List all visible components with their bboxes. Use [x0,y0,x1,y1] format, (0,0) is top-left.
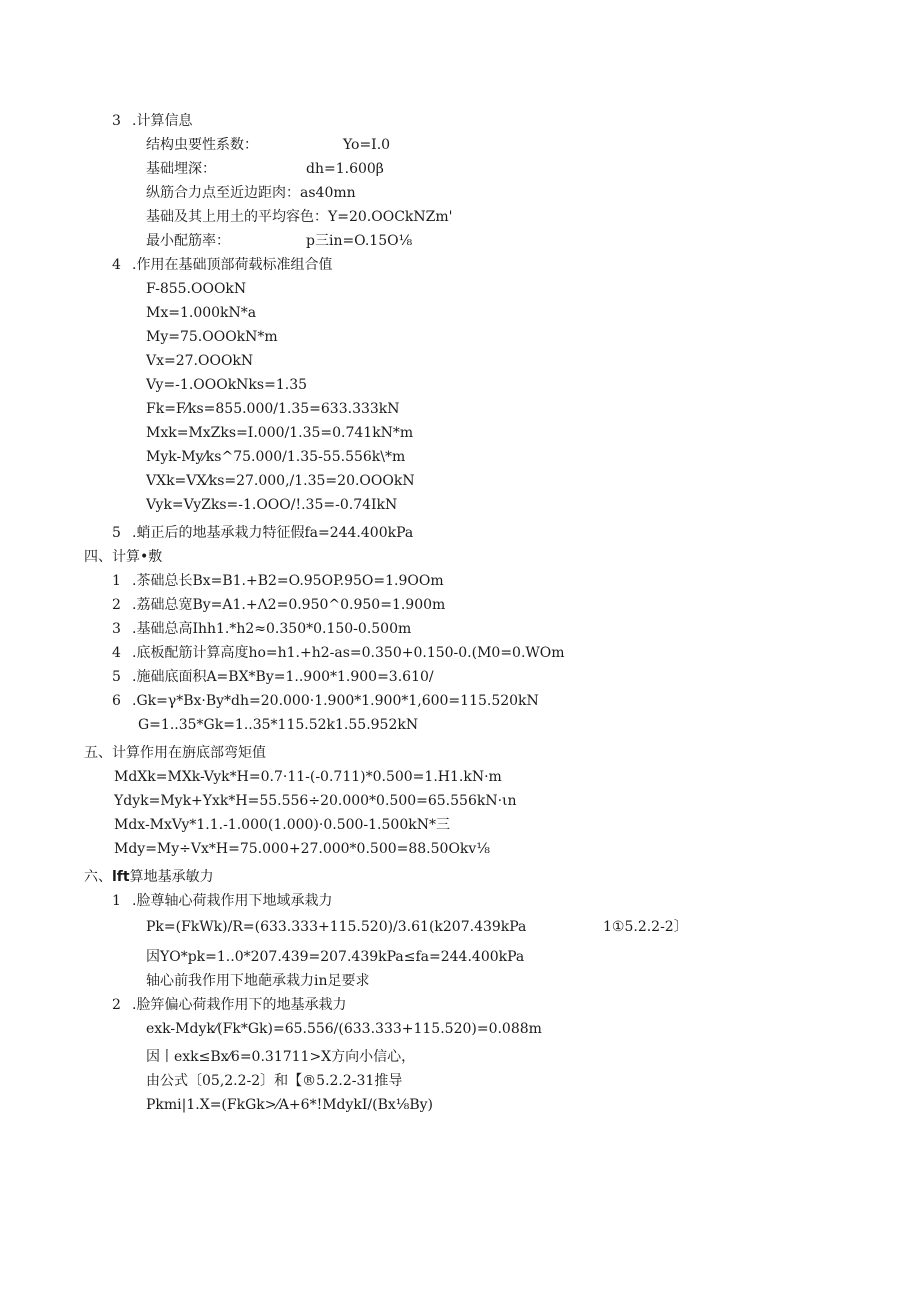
sec6-i1-l3: 轴心前我作用下地葩承栽力in足要求 [146,973,370,989]
sec5-line-2: Mdx-MxVy*1.1.-1.000(1.000)·0.500-1.500kN*三 [114,817,450,833]
s4-line-9: Vyk=VyZks=-1.OOO/!.35=-0.74IkN [146,497,398,513]
sec5-line-1: Ydyk=Myk+Yxk*H=55.556÷20.000*0.500=65.556kN·ιn [114,793,517,809]
sec6-title-prefix: 六、 [84,869,112,885]
s4-line-1: Mx=1.000kN*a [146,305,257,321]
sec4-text-3: .底板配筋计算高度ho=h1.+h2-as=0.350+0.150-0.(M0=0.WOm [132,645,565,661]
sec6-i2-title: .脸笄偏心荷栽作用下的地基承栽力 [132,997,347,1013]
sec6-title-rest: 算地基承敏力 [129,869,214,885]
sec6-i2-num: 2 [112,997,121,1013]
s4-line-7: Myk-My⁄ks^75.000/1.35-55.556k\*m [146,449,406,465]
sec6-i2-l1: exk-Mdyk⁄(Fk*Gk)=65.556/(633.333+115.520)=0.088m [146,1021,542,1037]
s5-text: .蛸正后的地基承栽力特征假fa=244.400kPa [132,525,414,541]
sec6-i1-ref: 1①5.2.2-2〕 [603,919,688,935]
sec6-i2-l3: 由公式〔05,2.2-2〕和【®5.2.2-31推导 [146,1073,403,1089]
sec4-num-2: 3 [112,621,121,637]
sec6-title [84,868,214,886]
sec4-text-1: .荔础总宽By=A1.+Λ2=0.950^0.950=1.900m [132,597,446,613]
sec6-i1-num: 1 [112,893,121,909]
s3-label-4: 最小配筋率： [146,233,230,249]
sec4-extra: G=1..35*Gk=1..35*115.52k1.55.952kN [138,717,419,733]
sec4-text-5: .Gk=γ*Bx·By*dh=20.000·1.900*1.900*1,600=115.520kN [132,693,539,709]
sec4-text-2: .基础总高Ihh1.*h2≈0.350*0.150-0.500m [132,621,412,637]
s4-num: 4 [112,257,121,273]
s5-num: 5 [112,525,121,541]
s3-label-3: 基础及其上用土的平均容色：Y=20.OOCkNZm' [146,209,453,225]
s3-label-0: 结构虫要性系数： [146,137,258,153]
s4-line-3: Vx=27.OOOkN [146,353,254,369]
s3-num: 3 [112,113,121,129]
sec4-text-4: .施础底面积A=BX*By=1..900*1.900=3.610/ [132,669,434,685]
s4-line-0: F-855.OOOkN [146,281,247,297]
sec6-i1-title: .脸尊轴心荷栽作用下地域承栽力 [132,893,333,909]
s4-line-8: VXk=VX⁄ks=27.000,/1.35=20.OOOkN [146,473,415,489]
s3-value-4: p三in=O.15O⅛ [306,233,413,249]
s3-title: .计算信息 [132,113,193,129]
sec6-i2-l2: 因丨exk≤Bx⁄6=0.31711>X方向小信心， [146,1049,416,1065]
s3-value-1: dh=1.600β [306,161,384,177]
sec6-i1-formula: Pk=(FkWk)/R=(633.333+115.520)/3.61(k207.439kPa [146,919,527,935]
sec5-line-3: Mdy=My÷Vx*H=75.000+27.000*0.500=88.50Okv⅛ [114,841,490,857]
sec4-num-0: 1 [112,573,121,589]
s4-title: .作用在基础顶部荷载标准组合值 [132,257,333,273]
sec6-i2-l4: Pkmi|1.X=(FkGk>⁄A+6*!MdykI/(Bx⅛By) [146,1097,434,1113]
sec4-num-5: 6 [112,693,121,709]
sec6-i1-l2: 因YO*pk=1..0*207.439=207.439kPa≤fa=244.400kPa [146,949,525,965]
sec4-num-3: 4 [112,645,121,661]
s4-line-4: Vy=-1.OOOkNks=1.35 [146,377,308,393]
s4-line-5: Fk=F⁄ks=855.000/1.35=633.333kN [146,401,400,417]
s3-label-1: 基础埋深： [146,161,216,177]
sec4-num-1: 2 [112,597,121,613]
s4-line-2: My=75.OOOkN*m [146,329,278,345]
sec5-title: 五、计算作用在旃底部弯矩值 [84,745,266,761]
s4-line-6: Mxk=MxZks=I.000/1.35=0.741kN*m [146,425,414,441]
s3-value-0: Yo=I.0 [343,137,391,153]
sec6-title-bold: lft [112,869,130,885]
sec5-line-0: MdXk=MXk-Vyk*H=0.7·11-(-0.711)*0.500=1.H1.kN·m [114,769,502,785]
sec4-text-0: .茶础总长Bx=B1.+B2=O.95OP.95O=1.9OOm [132,573,444,589]
s3-label-2: 纵筋合力点至近边距肉：as40mn [146,185,356,201]
sec4-num-4: 5 [112,669,121,685]
sec4-title: 四、计算•敷 [84,549,163,565]
